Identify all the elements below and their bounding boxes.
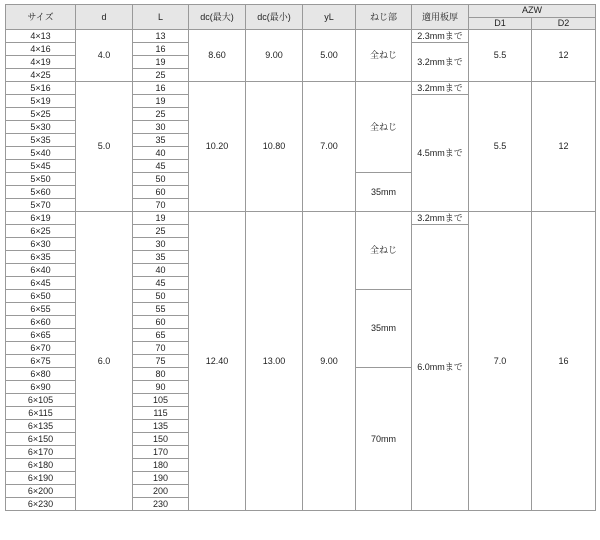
cell-size: 6×75 — [6, 355, 76, 368]
header-size: サイズ — [6, 5, 76, 30]
cell-L: 230 — [133, 498, 189, 511]
cell-L: 19 — [133, 56, 189, 69]
cell-L: 180 — [133, 459, 189, 472]
spec-table — [5, 4, 596, 511]
cell-L: 35 — [133, 251, 189, 264]
cell-d2: 12 — [532, 30, 596, 82]
cell-plate: 4.5mmまで — [412, 95, 469, 212]
cell-L: 25 — [133, 69, 189, 82]
cell-size: 5×60 — [6, 186, 76, 199]
cell-size: 5×30 — [6, 121, 76, 134]
cell-L: 19 — [133, 212, 189, 225]
cell-yl: 9.00 — [303, 212, 356, 511]
cell-L: 25 — [133, 108, 189, 121]
cell-L: 16 — [133, 43, 189, 56]
cell-plate: 3.2mmまで — [412, 43, 469, 82]
cell-size: 4×16 — [6, 43, 76, 56]
table-row — [6, 30, 596, 43]
table-row — [6, 82, 596, 95]
cell-d1: 5.5 — [469, 82, 532, 212]
cell-L: 60 — [133, 316, 189, 329]
cell-L: 40 — [133, 264, 189, 277]
cell-size: 6×150 — [6, 433, 76, 446]
header-L: L — [133, 5, 189, 30]
cell-plate: 2.3mmまで — [412, 30, 469, 43]
cell-size: 6×25 — [6, 225, 76, 238]
cell-dc-max: 10.20 — [189, 82, 246, 212]
cell-size: 5×45 — [6, 160, 76, 173]
header-dc-max: dc(最大) — [189, 5, 246, 30]
cell-L: 35 — [133, 134, 189, 147]
cell-L: 115 — [133, 407, 189, 420]
header-d2: D2 — [532, 17, 596, 30]
cell-size: 6×35 — [6, 251, 76, 264]
cell-size: 5×40 — [6, 147, 76, 160]
cell-size: 6×180 — [6, 459, 76, 472]
header-yl: yL — [303, 5, 356, 30]
cell-size: 6×80 — [6, 368, 76, 381]
cell-size: 4×13 — [6, 30, 76, 43]
cell-size: 6×55 — [6, 303, 76, 316]
cell-L: 190 — [133, 472, 189, 485]
spec-table-body — [6, 30, 596, 511]
cell-size: 6×135 — [6, 420, 76, 433]
cell-dc-max: 12.40 — [189, 212, 246, 511]
cell-L: 16 — [133, 82, 189, 95]
cell-dc-min: 13.00 — [246, 212, 303, 511]
cell-size: 4×25 — [6, 69, 76, 82]
cell-size: 6×200 — [6, 485, 76, 498]
cell-size: 5×50 — [6, 173, 76, 186]
cell-size: 5×19 — [6, 95, 76, 108]
cell-size: 6×19 — [6, 212, 76, 225]
cell-L: 40 — [133, 147, 189, 160]
cell-L: 25 — [133, 225, 189, 238]
cell-L: 200 — [133, 485, 189, 498]
cell-L: 105 — [133, 394, 189, 407]
cell-L: 70 — [133, 342, 189, 355]
cell-d: 4.0 — [76, 30, 133, 82]
cell-size: 5×16 — [6, 82, 76, 95]
cell-size: 6×170 — [6, 446, 76, 459]
cell-yl: 5.00 — [303, 30, 356, 82]
cell-size: 4×19 — [6, 56, 76, 69]
cell-thread: 70mm — [356, 368, 412, 511]
cell-d2: 12 — [532, 82, 596, 212]
cell-size: 6×65 — [6, 329, 76, 342]
cell-L: 30 — [133, 238, 189, 251]
cell-plate: 3.2mmまで — [412, 82, 469, 95]
cell-L: 65 — [133, 329, 189, 342]
cell-L: 170 — [133, 446, 189, 459]
cell-thread: 35mm — [356, 173, 412, 212]
header-d1: D1 — [469, 17, 532, 30]
cell-L: 45 — [133, 277, 189, 290]
cell-size: 6×230 — [6, 498, 76, 511]
cell-L: 30 — [133, 121, 189, 134]
cell-dc-min: 10.80 — [246, 82, 303, 212]
cell-L: 19 — [133, 95, 189, 108]
cell-size: 6×50 — [6, 290, 76, 303]
cell-L: 150 — [133, 433, 189, 446]
cell-size: 5×25 — [6, 108, 76, 121]
header-dc-min: dc(最小) — [246, 5, 303, 30]
cell-dc-min: 9.00 — [246, 30, 303, 82]
cell-L: 135 — [133, 420, 189, 433]
cell-size: 5×70 — [6, 199, 76, 212]
cell-L: 50 — [133, 173, 189, 186]
cell-plate: 6.0mmまで — [412, 225, 469, 511]
cell-L: 45 — [133, 160, 189, 173]
header-plate: 適用板厚 — [412, 5, 469, 30]
cell-L: 55 — [133, 303, 189, 316]
cell-size: 5×35 — [6, 134, 76, 147]
cell-L: 75 — [133, 355, 189, 368]
cell-L: 60 — [133, 186, 189, 199]
cell-d2: 16 — [532, 212, 596, 511]
cell-thread: 35mm — [356, 290, 412, 368]
header-thread: ねじ部 — [356, 5, 412, 30]
cell-size: 6×30 — [6, 238, 76, 251]
cell-size: 6×60 — [6, 316, 76, 329]
cell-size: 6×70 — [6, 342, 76, 355]
cell-thread: 全ねじ — [356, 212, 412, 290]
cell-size: 6×45 — [6, 277, 76, 290]
cell-size: 6×115 — [6, 407, 76, 420]
header-d: d — [76, 5, 133, 30]
cell-thread: 全ねじ — [356, 82, 412, 173]
cell-thread: 全ねじ — [356, 30, 412, 82]
cell-dc-max: 8.60 — [189, 30, 246, 82]
header-azw: AZW — [469, 5, 596, 18]
cell-size: 6×190 — [6, 472, 76, 485]
cell-d1: 5.5 — [469, 30, 532, 82]
cell-size: 6×90 — [6, 381, 76, 394]
cell-size: 6×40 — [6, 264, 76, 277]
cell-L: 50 — [133, 290, 189, 303]
cell-size: 6×105 — [6, 394, 76, 407]
cell-L: 90 — [133, 381, 189, 394]
cell-d: 5.0 — [76, 82, 133, 212]
cell-d: 6.0 — [76, 212, 133, 511]
cell-L: 70 — [133, 199, 189, 212]
table-row — [6, 212, 596, 225]
cell-yl: 7.00 — [303, 82, 356, 212]
cell-L: 80 — [133, 368, 189, 381]
cell-L: 13 — [133, 30, 189, 43]
cell-d1: 7.0 — [469, 212, 532, 511]
cell-plate: 3.2mmまで — [412, 212, 469, 225]
